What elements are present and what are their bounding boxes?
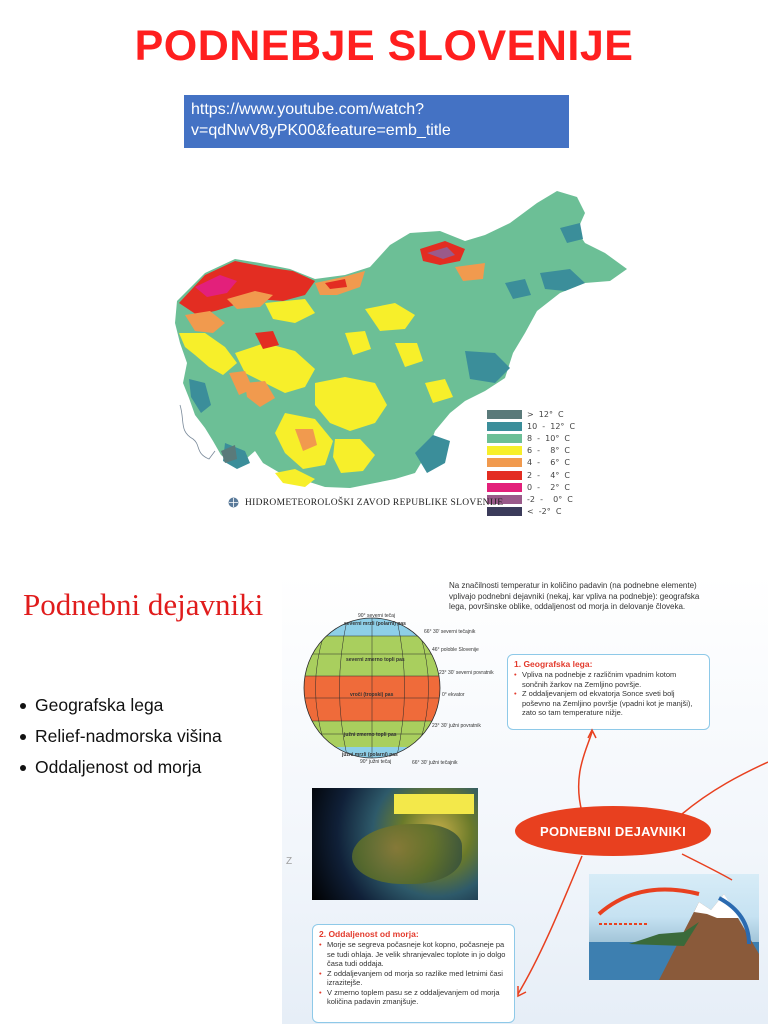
bullet-icon [20,734,26,740]
globe-label: 23° 30' južni povratnik [432,723,481,729]
legend-swatch [487,446,522,455]
legend-label: 2 - 4° C [527,470,570,480]
legend-swatch [487,422,522,431]
list-item [18,690,222,721]
legend-label: < -2° C [527,507,562,517]
sunlight-strip [394,794,474,814]
legend-row [487,420,597,432]
factors-center-oval: PODNEBNI DEJAVNIKI [515,806,711,856]
list-item-text: Oddaljenost od morja [35,757,202,777]
legend-label: 6 - 8° C [527,446,570,456]
legend-label: 4 - 6° C [527,458,570,468]
legend-row [487,481,597,493]
textbook-intro: Na značilnosti temperatur in količino padavin (na podnebne elemente) vplivajo podnebni dejavniki (nekaj, kar vpliva na podnebje): geografska lega, površinske oblike, oddaljenost od morja in delovanje človeka. [449,581,700,611]
legend-label: 0 - 2° C [527,482,570,492]
legend-swatch [487,458,522,467]
bullet-icon [20,703,26,709]
bullet-icon [20,765,26,771]
box-item: • Vpliva na podnebje z različnim vpadnim kotom sončnih žarkov na Zemljino površje. [514,670,703,689]
legend-label: > 12° C [527,409,564,419]
globe-label: severni zmerno topli pas [346,657,405,663]
globe-label: vroči (tropski) pas [350,692,394,698]
land-mass [352,824,462,884]
list-item-text: Geografska lega [35,695,164,715]
box-item: • Z oddaljevanjem od ekvatorja Sonce sveti bolj poševno na Zemljino površje (vpadni kot je manjši), zato so tam temperature nižje. [514,689,703,718]
legend-row [487,493,597,505]
legend-row [487,469,597,481]
globe-label: 0° ekvator [442,692,465,698]
youtube-link[interactable] [184,95,569,148]
factors-list [18,690,222,783]
legend-row [487,457,597,469]
globe-label: 66° 30' severni tečajnik [424,629,476,635]
distance-from-sea-box [312,924,515,1023]
geography-box [507,654,710,730]
globe-label: južni mrzli (polarni) pas [342,752,398,758]
globe-label: 46° poloble Slovenije [432,647,479,653]
factors-title: Podnebni dejavniki [23,587,264,622]
temperature-map [165,183,640,515]
mountain-diagram [589,874,759,980]
legend-row [487,408,597,420]
box-item: • V zmerno toplem pasu se z oddaljevanjem od morja količina padavin zmanjšuje. [319,988,508,1007]
legend-label: 8 - 10° C [527,433,570,443]
list-item [18,721,222,752]
globe-label: 90° južni tečaj [360,759,392,765]
map-attribution [228,497,503,508]
box-item: • Morje se segreva počasneje kot kopno, počasneje pa se tudi ohlaja. Je velik shranjevalec toplote in jo dolgo časa tudi oddaja. [319,940,508,969]
box-title: 2. Oddaljenost od morja: [319,929,419,939]
legend-row [487,445,597,457]
earth-photo [312,788,478,900]
box-item: • Z oddaljevanjem od morja so razlike med letnimi časi izrazitejše. [319,969,508,988]
hmz-logo-icon [228,497,239,508]
legend-swatch [487,507,522,516]
page-title: PODNEBJE SLOVENIJE [134,22,634,70]
legend-swatch [487,434,522,443]
legend-swatch [487,483,522,492]
link-line-2[interactable]: v=qdNwV8yPK00&feature=emb_title [191,122,451,139]
globe-label: 90° severni tečaj [358,613,396,619]
globe-label: 23° 30' severni povratnik [439,670,494,676]
legend-label: -2 - 0° C [527,494,573,504]
attribution-text: HIDROMETEOROLOŠKI ZAVOD REPUBLIKE SLOVENIJE [245,497,504,508]
legend-row [487,506,597,518]
textbook-figure [282,574,768,1024]
map-legend [487,408,597,518]
globe-label: severni mrzli (polarni) pas [344,621,406,627]
legend-row [487,432,597,444]
link-line-1[interactable]: https://www.youtube.com/watch? [191,101,424,118]
z-label: Z [286,856,293,867]
globe-label: 66° 30' južni tečajnik [412,760,458,766]
legend-swatch [487,410,522,419]
legend-label: 10 - 12° C [527,421,576,431]
list-item [18,752,222,783]
box-title: 1. Geografska lega: [514,659,593,669]
list-item-text: Relief-nadmorska višina [35,726,222,746]
globe-label: južni zmerno topli pas [344,732,397,738]
legend-swatch [487,471,522,480]
